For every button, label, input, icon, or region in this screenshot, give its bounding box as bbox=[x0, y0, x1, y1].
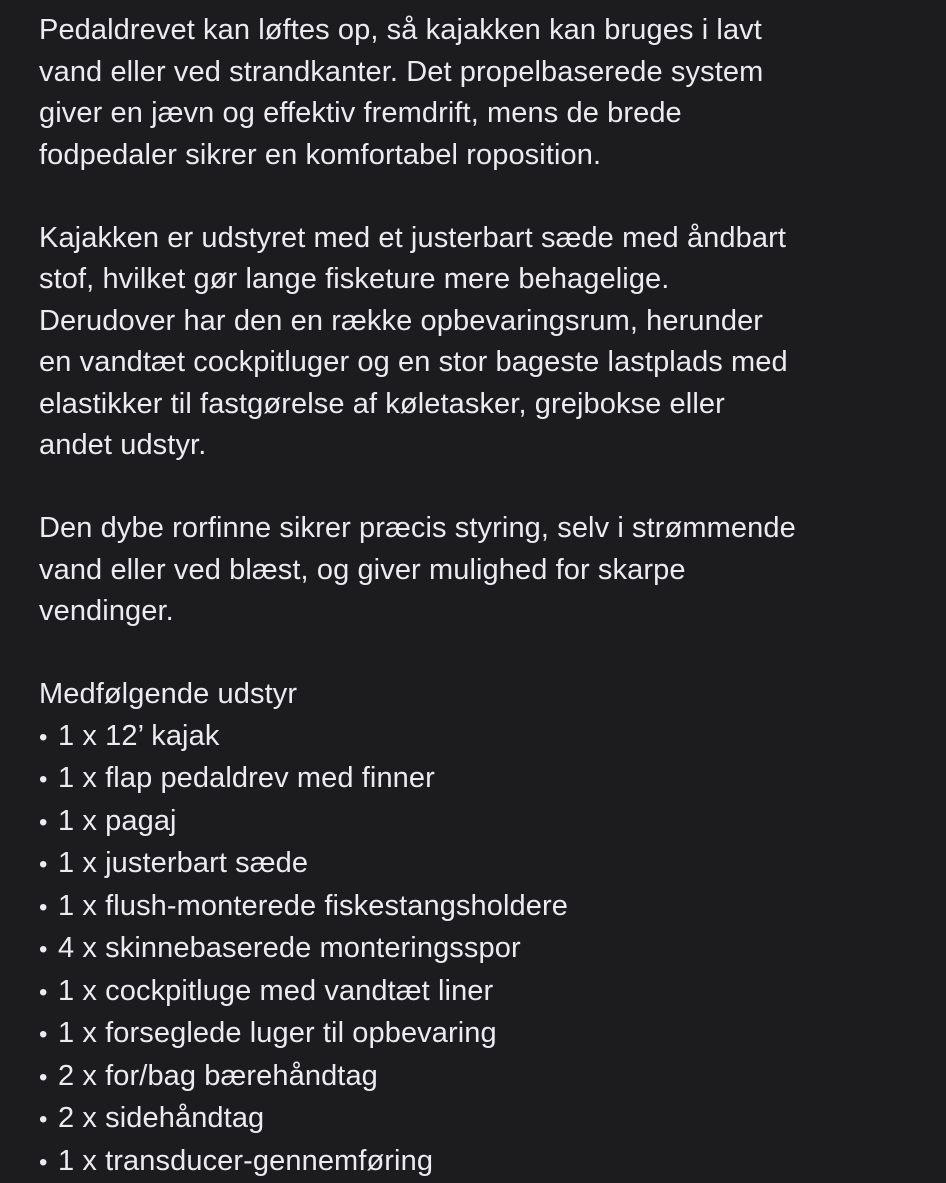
bullet-icon: • bbox=[39, 717, 58, 759]
list-item-text: 1 x forseglede luger til opbevaring bbox=[58, 1017, 497, 1049]
list-item bbox=[39, 801, 929, 844]
bullet-icon: • bbox=[39, 844, 58, 886]
bullet-icon: • bbox=[39, 972, 58, 1014]
description-paragraph: Pedaldrevet kan løftes op, så kajakken kan bruges i lavt vand eller ved strandkanter. Det propelbaserede system giver en jævn og effektiv fremdrift, mens de brede fodpedaler sikrer en komfortabel roposition. bbox=[39, 10, 929, 176]
list-item-text: 1 x flap pedaldrev med finner bbox=[58, 762, 435, 794]
product-description bbox=[39, 10, 929, 1183]
equipment-heading: Medfølgende udstyr bbox=[39, 674, 929, 716]
bullet-icon: • bbox=[39, 802, 58, 844]
list-item-text: 2 x sidehåndtag bbox=[58, 1102, 264, 1134]
list-item bbox=[39, 1098, 929, 1141]
list-item bbox=[39, 886, 929, 929]
list-item-text: 1 x flush-monterede fiskestangsholdere bbox=[58, 890, 568, 922]
description-paragraph: Den dybe rorfinne sikrer præcis styring, selv i strømmende vand eller ved blæst, og giver mulighed for skarpe vendinger. bbox=[39, 508, 929, 633]
list-item bbox=[39, 1056, 929, 1099]
list-item-text: 1 x transducer-gennemføring bbox=[58, 1145, 433, 1177]
list-item-text: 4 x skinnebaserede monteringsspor bbox=[58, 932, 521, 964]
bullet-icon: • bbox=[39, 929, 58, 971]
list-item bbox=[39, 843, 929, 886]
bullet-icon: • bbox=[39, 759, 58, 801]
list-item bbox=[39, 928, 929, 971]
bullet-icon: • bbox=[39, 1014, 58, 1056]
equipment-list bbox=[39, 716, 929, 1183]
list-item bbox=[39, 1013, 929, 1056]
list-item-text: 1 x justerbart sæde bbox=[58, 847, 308, 879]
list-item bbox=[39, 716, 929, 759]
list-item bbox=[39, 971, 929, 1014]
list-item bbox=[39, 1141, 929, 1183]
bullet-icon: • bbox=[39, 887, 58, 929]
bullet-icon: • bbox=[39, 1142, 58, 1183]
description-paragraph: Kajakken er udstyret med et justerbart sæde med åndbart stof, hvilket gør lange fisketure mere behagelige. Derudover har den en række opbevaringsrum, herunder en vandtæt cockpitluger og en stor bageste lastplads med elastikker til fastgørelse af køletasker, grejbokse eller andet udstyr. bbox=[39, 218, 929, 467]
list-item-text: 1 x cockpitluge med vandtæt liner bbox=[58, 975, 493, 1007]
list-item-text: 1 x 12’ kajak bbox=[58, 720, 219, 752]
bullet-icon: • bbox=[39, 1099, 58, 1141]
list-item-text: 2 x for/bag bærehåndtag bbox=[58, 1060, 378, 1092]
list-item-text: 1 x pagaj bbox=[58, 805, 177, 837]
bullet-icon: • bbox=[39, 1057, 58, 1099]
list-item bbox=[39, 758, 929, 801]
